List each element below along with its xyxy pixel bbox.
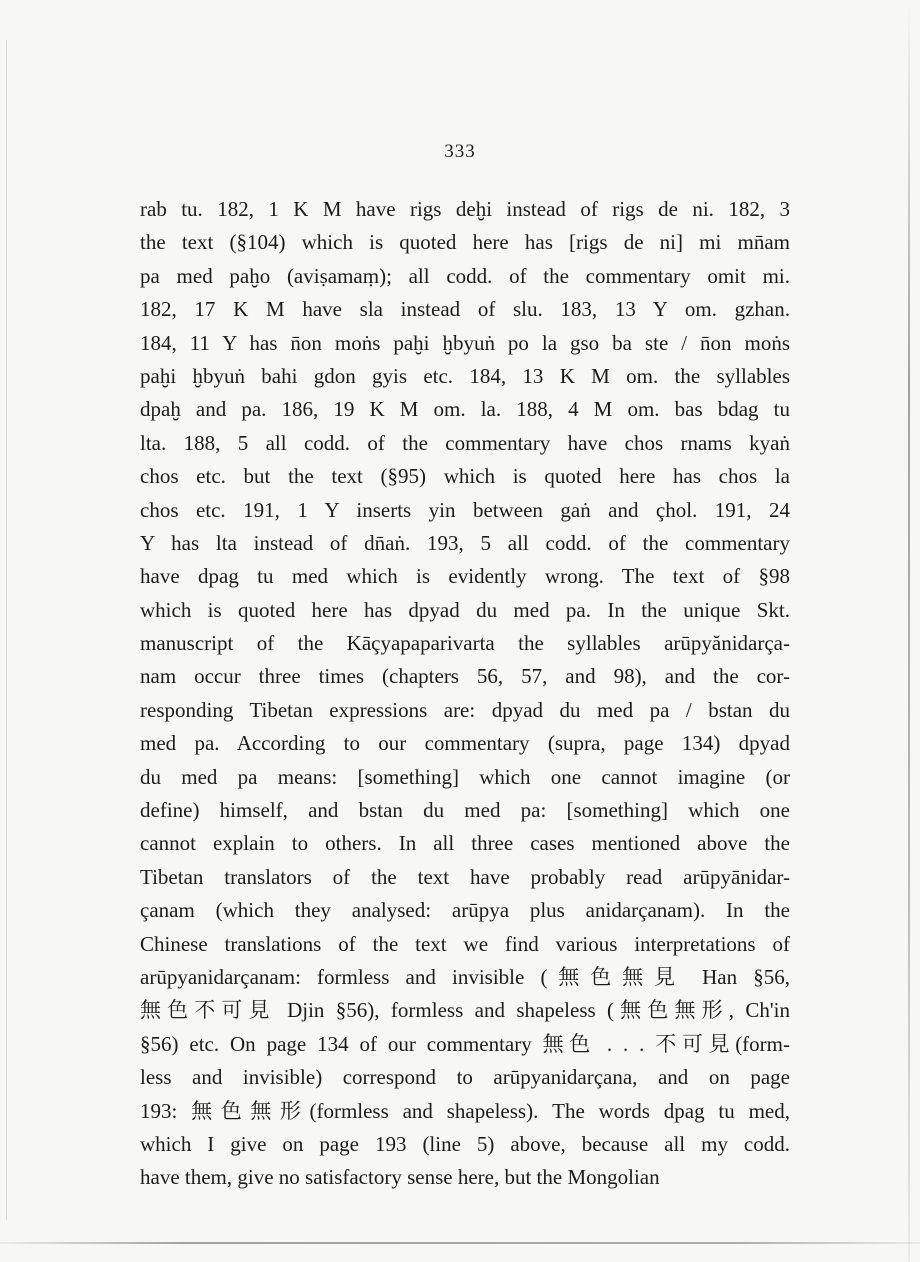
text-line: Y has lta instead of dn̄aṅ. 193, 5 all codd. of the commentary [140, 530, 790, 555]
page-number: 333 [444, 141, 476, 162]
text-line: paḫi ḫbyuṅ bahi gdon gyis etc. 184, 13 K M om. the syllables [140, 363, 790, 388]
text-line: 184, 11 Y has n̄on moṅs paḫi ḫbyuṅ po la gso ba ste / n̄on moṅs [140, 330, 790, 355]
text-line: which I give on page 193 (line 5) above, because all my codd. [140, 1131, 790, 1156]
text-line: have them, give no satisfactory sense here, but the Mongolian [140, 1165, 660, 1190]
text-line: chos etc. 191, 1 Y inserts yin between gaṅ and çhol. 191, 24 [140, 497, 790, 522]
text-body [140, 193, 790, 1195]
text-line: less and invisible) correspond to arūpyanidarçana, and on page [140, 1065, 790, 1090]
text-line: lta. 188, 5 all codd. of the commentary have chos rnams kyaṅ [140, 430, 790, 455]
text-line: define) himself, and bstan du med pa: [something] which one [140, 798, 790, 823]
text-line: the text (§104) which is quoted here has [rigs de ni] mi mn̄am [140, 230, 790, 255]
text-line: Chinese translations of the text we find various interpretations of [140, 931, 790, 956]
text-line: cannot explain to others. In all three cases mentioned above the [140, 831, 790, 856]
text-line: med pa. According to our commentary (supra, page 134) dpyad [140, 731, 790, 756]
text-line: nam occur three times (chapters 56, 57, and 98), and the cor- [140, 664, 790, 689]
text-line: §56) etc. On page 134 of our commentary 無色 . . . 不可見(form- [140, 1031, 790, 1056]
text-line: chos etc. but the text (§95) which is quoted here has chos la [140, 464, 790, 489]
text-line: manuscript of the Kāçyapaparivarta the syllables arūpyănidarça- [140, 631, 790, 656]
page-edge-right [908, 0, 910, 1262]
text-line: 182, 17 K M have sla instead of slu. 183, 13 Y om. gzhan. [140, 297, 790, 322]
text-line: 193: 無色無形(formless and shapeless). The words dpag tu med, [140, 1098, 790, 1123]
text-line: responding Tibetan expressions are: dpyad du med pa / bstan du [140, 697, 790, 722]
text-line: du med pa means: [something] which one cannot imagine (or [140, 764, 790, 789]
text-line: have dpag tu med which is evidently wrong. The text of §98 [140, 564, 790, 589]
text-line: dpaḫ and pa. 186, 19 K M om. la. 188, 4 M om. bas bdag tu [140, 397, 790, 422]
text-line: which is quoted here has dpyad du med pa. In the unique Skt. [140, 597, 790, 622]
text-line: arūpyanidarçanam: formless and invisible (無色無見 Han §56, [140, 964, 790, 989]
text-line: çanam (which they analysed: arūpya plus anidarçanam). In the [140, 898, 790, 923]
text-line: 無色不可見 Djin §56), formless and shapeless (無色無形, Ch'in [140, 998, 790, 1023]
page-edge-left [6, 40, 7, 1220]
text-line: pa med paḫo (aviṣamaṃ); all codd. of the commentary omit mi. [140, 263, 790, 288]
text-line: rab tu. 182, 1 K M have rigs deḫi instead of rigs de ni. 182, 3 [140, 197, 790, 221]
page-edge-bottom [0, 1242, 920, 1244]
text-line: Tibetan translators of the text have probably read arūpyānidar- [140, 864, 790, 889]
